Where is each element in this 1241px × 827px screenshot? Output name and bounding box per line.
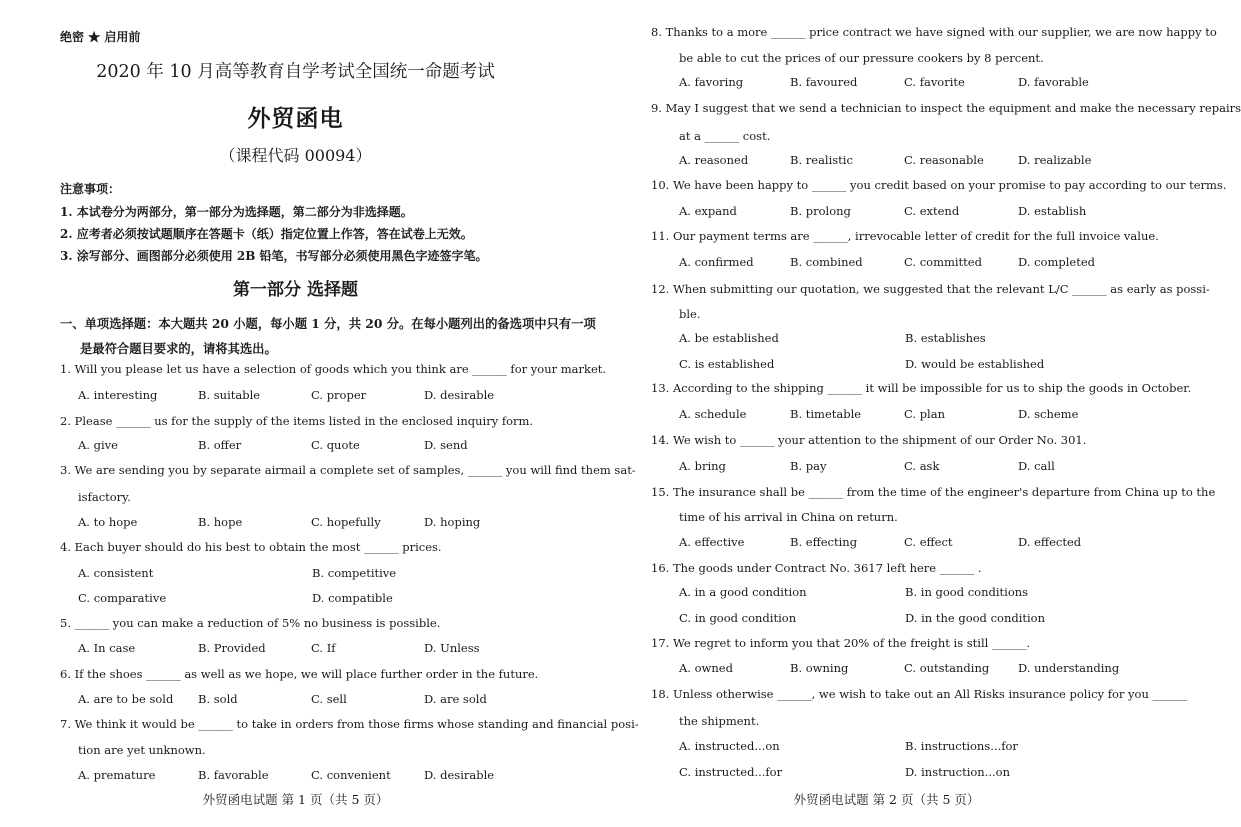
answer-option: C. committed: [904, 255, 982, 269]
question-stem-cont: be able to cut the prices of our pressure cookers by 8 percent.: [679, 51, 1044, 65]
answer-option: B. prolong: [790, 204, 851, 218]
answer-option: D. Unless: [424, 641, 480, 655]
question-stem: 16. The goods under Contract No. 3617 left here ______ .: [651, 561, 982, 575]
answer-option: D. would be established: [905, 357, 1045, 371]
page-footer: 外贸函电试题 第 2 页（共 5 页）: [793, 792, 980, 807]
answer-option: D. hoping: [424, 515, 481, 529]
question-stem: 10. We have been happy to ______ you credit based on your promise to pay according to our terms.: [651, 178, 1227, 192]
question-stem: 15. The insurance shall be ______ from the time of the engineer's departure from China up to the: [651, 485, 1216, 499]
answer-option: A. effective: [679, 535, 745, 549]
question-stem: 5. ______ you can make a reduction of 5% no business is possible.: [60, 616, 441, 630]
answer-option: A. instructed...on: [679, 739, 780, 753]
section-instructions-cont: 是最符合题目要求的，请将其选出。: [80, 341, 277, 356]
answer-option: D. call: [1018, 459, 1055, 473]
answer-option: B. establishes: [905, 331, 986, 345]
confidential-mark: 绝密 ★ 启用前: [60, 30, 141, 44]
answer-option: A. to hope: [78, 515, 138, 529]
answer-option: C. instructed...for: [679, 765, 783, 779]
question-stem: 13. According to the shipping ______ it will be impossible for us to ship the goods in October.: [651, 381, 1192, 395]
answer-option: B. favorable: [198, 768, 269, 782]
answer-option: D. compatible: [312, 591, 393, 605]
answer-option: D. desirable: [424, 768, 495, 782]
question-stem: 1. Will you please let us have a selection of goods which you think are ______ for your market.: [60, 362, 607, 376]
answer-option: A. expand: [679, 204, 737, 218]
question-stem: 4. Each buyer should do his best to obtain the most ______ prices.: [60, 540, 442, 554]
answer-option: C. convenient: [311, 768, 391, 782]
question-stem-cont: at a ______ cost.: [679, 129, 771, 143]
answer-option: C. If: [311, 641, 336, 655]
answer-option: B. combined: [790, 255, 863, 269]
answer-option: A. owned: [679, 661, 733, 675]
notes-title: 注意事项：: [60, 182, 121, 196]
answer-option: A. confirmed: [679, 255, 754, 269]
question-stem: 9. May I suggest that we send a technician to inspect the equipment and make the necessary repairs: [651, 101, 1241, 115]
question-stem-cont: tion are yet unknown.: [78, 743, 206, 757]
course-code: （课程代码 00094）: [219, 146, 372, 165]
answer-option: A. favoring: [679, 75, 744, 89]
answer-option: A. interesting: [78, 388, 158, 402]
answer-option: B. sold: [198, 692, 238, 706]
answer-option: C. hopefully: [311, 515, 381, 529]
answer-option: B. pay: [790, 459, 827, 473]
question-stem: 18. Unless otherwise ______, we wish to take out an All Risks insurance policy for you ______: [651, 687, 1188, 701]
answer-option: B. Provided: [198, 641, 266, 655]
answer-option: B. offer: [198, 438, 242, 452]
answer-option: A. bring: [679, 459, 726, 473]
answer-option: D. are sold: [424, 692, 487, 706]
answer-option: B. effecting: [790, 535, 858, 549]
answer-option: C. quote: [311, 438, 360, 452]
part-title: 第一部分 选择题: [233, 280, 358, 300]
answer-option: C. ask: [904, 459, 940, 473]
answer-option: B. competitive: [312, 566, 397, 580]
note-item: 2. 应考者必须按试题顺序在答题卡（纸）指定位置上作答，答在试卷上无效。: [60, 227, 473, 241]
question-stem-cont: ble.: [679, 307, 701, 321]
answer-option: D. realizable: [1018, 153, 1092, 167]
answer-option: B. instructions...for: [905, 739, 1018, 753]
answer-option: A. in a good condition: [679, 585, 807, 599]
question-stem: 3. We are sending you by separate airmail a complete set of samples, ______ you will find them sat-: [60, 463, 636, 477]
question-stem: 8. Thanks to a more ______ price contract we have signed with our supplier, we are now happy to: [651, 25, 1217, 39]
answer-option: D. effected: [1018, 535, 1082, 549]
question-stem: 17. We regret to inform you that 20% of the freight is still ______.: [651, 636, 1031, 650]
answer-option: A. are to be sold: [78, 692, 174, 706]
answer-option: D. establish: [1018, 204, 1087, 218]
answer-option: C. is established: [679, 357, 775, 371]
answer-option: C. proper: [311, 388, 367, 402]
question-stem: 6. If the shoes ______ as well as we hope, we will place further order in the future.: [60, 667, 539, 681]
answer-option: B. suitable: [198, 388, 261, 402]
answer-option: B. hope: [198, 515, 243, 529]
answer-option: C. plan: [904, 407, 946, 421]
answer-option: D. favorable: [1018, 75, 1089, 89]
question-stem: 14. We wish to ______ your attention to the shipment of our Order No. 301.: [651, 433, 1087, 447]
answer-option: B. favoured: [790, 75, 858, 89]
answer-option: D. desirable: [424, 388, 495, 402]
answer-option: C. favorite: [904, 75, 965, 89]
answer-option: B. owning: [790, 661, 849, 675]
question-stem: 11. Our payment terms are ______, irrevocable letter of credit for the full invoice value.: [651, 229, 1159, 243]
answer-option: A. schedule: [679, 407, 747, 421]
question-stem-cont: the shipment.: [679, 714, 760, 728]
answer-option: C. effect: [904, 535, 953, 549]
question-stem-cont: time of his arrival in China on return.: [679, 510, 898, 524]
question-stem: 2. Please ______ us for the supply of the items listed in the enclosed inquiry form.: [60, 414, 534, 428]
answer-option: A. give: [78, 438, 118, 452]
answer-option: C. in good condition: [679, 611, 797, 625]
exam-title: 2020 年 10 月高等教育自学考试全国统一命题考试: [96, 62, 495, 82]
answer-option: C. comparative: [78, 591, 167, 605]
answer-option: B. in good conditions: [905, 585, 1029, 599]
answer-option: D. instruction...on: [905, 765, 1010, 779]
subject-title: 外贸函电: [247, 105, 344, 132]
answer-option: A. premature: [78, 768, 156, 782]
answer-option: D. understanding: [1018, 661, 1120, 675]
answer-option: C. reasonable: [904, 153, 984, 167]
answer-option: A. In case: [78, 641, 136, 655]
answer-option: C. sell: [311, 692, 347, 706]
note-item: 1. 本试卷分为两部分，第一部分为选择题，第二部分为非选择题。: [60, 205, 413, 219]
answer-option: D. in the good condition: [905, 611, 1046, 625]
section-instructions: 一、单项选择题：本大题共 20 小题，每小题 1 分，共 20 分。在每小题列出的备选项中只有一项: [60, 316, 596, 331]
answer-option: D. completed: [1018, 255, 1096, 269]
page-2: [591, 0, 1241, 827]
answer-option: D. send: [424, 438, 468, 452]
answer-option: B. realistic: [790, 153, 853, 167]
answer-option: A. reasoned: [679, 153, 749, 167]
question-stem: 7. We think it would be ______ to take in orders from those firms whose standing and financial posi-: [60, 717, 639, 731]
answer-option: A. consistent: [78, 566, 154, 580]
answer-option: C. extend: [904, 204, 960, 218]
answer-option: D. scheme: [1018, 407, 1079, 421]
answer-option: B. timetable: [790, 407, 862, 421]
page-footer: 外贸函电试题 第 1 页（共 5 页）: [202, 792, 389, 807]
note-item: 3. 涂写部分、画图部分必须使用 2B 铅笔，书写部分必须使用黑色字迹签字笔。: [60, 249, 488, 263]
answer-option: C. outstanding: [904, 661, 990, 675]
answer-option: A. be established: [679, 331, 779, 345]
question-stem-cont: isfactory.: [78, 490, 131, 504]
question-stem: 12. When submitting our quotation, we suggested that the relevant L/C ______ as early as possi-: [651, 282, 1210, 296]
